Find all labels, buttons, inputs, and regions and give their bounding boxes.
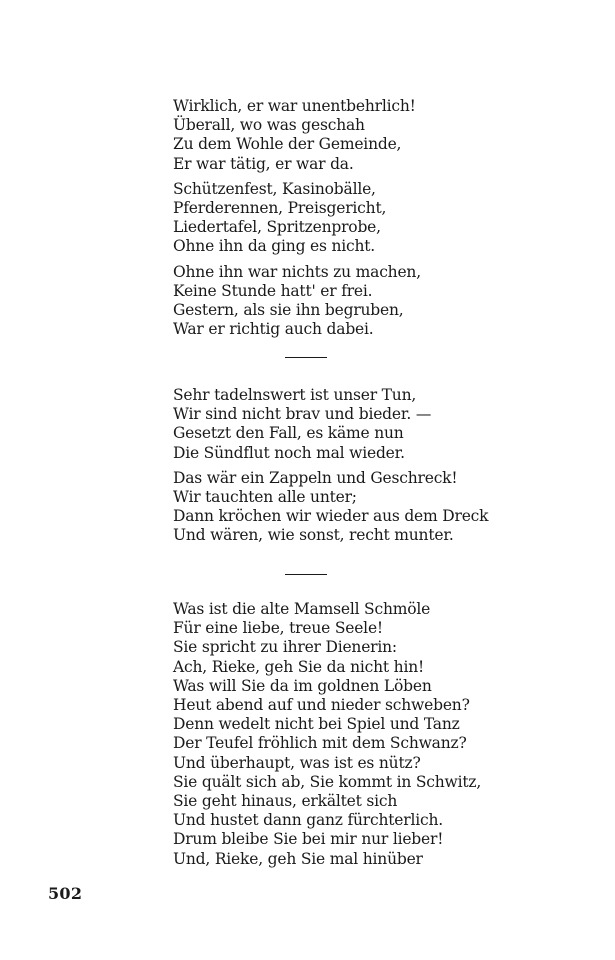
poem-3: [173, 600, 593, 869]
verse-line: Was will Sie da im goldnen Löben: [173, 676, 432, 695]
verse-line: Wir sind nicht brav und bieder. —: [173, 405, 432, 424]
section-divider: [285, 357, 327, 358]
verse-line: Zu dem Wohle der Gemeinde,: [173, 135, 402, 154]
stanza-1: [173, 97, 593, 174]
verse-line: Gesetzt den Fall, es käme nun: [173, 424, 404, 443]
verse-line: Dann kröchen wir wieder aus dem Dreck: [173, 507, 489, 526]
verse-line: Denn wedelt nicht bei Spiel und Tanz: [173, 715, 460, 734]
stanza-2: [173, 469, 593, 546]
verse-line: Ohne ihn da ging es nicht.: [173, 237, 376, 256]
page-number: 502: [48, 884, 83, 903]
verse-line: Sehr tadelnswert ist unser Tun,: [173, 386, 417, 404]
verse-line: Gestern, als sie ihn begruben,: [173, 301, 404, 320]
verse-line: Und überhaupt, was ist es nütz?: [173, 753, 421, 772]
stanza-1: [173, 386, 593, 463]
verse-line: War er richtig auch dabei.: [173, 320, 374, 339]
verse-line: Und wären, wie sonst, recht munter.: [173, 526, 454, 545]
verse-line: Und hustet dann ganz fürchterlich.: [173, 811, 443, 830]
verse-line: Ohne ihn war nichts zu machen,: [173, 262, 421, 281]
poem-2: [173, 386, 593, 546]
verse-line: Wir tauchten alle unter;: [173, 488, 357, 507]
verse-line: Ach, Rieke, geh Sie da nicht hin!: [173, 657, 425, 676]
stanza-1: [173, 600, 593, 869]
verse-line: Keine Stunde hatt' er frei.: [173, 281, 373, 300]
verse-line: Das wär ein Zappeln und Geschreck!: [173, 468, 458, 487]
verse-line: Sie geht hinaus, erkältet sich: [173, 792, 398, 811]
verse-line: Er war tätig, er war da.: [173, 154, 354, 173]
section-divider: [285, 574, 327, 575]
verse-line: Drum bleibe Sie bei mir nur lieber!: [173, 830, 444, 849]
verse-line: Sie quält sich ab, Sie kommt in Schwitz,: [173, 772, 482, 791]
verse-line: Der Teufel fröhlich mit dem Schwanz?: [173, 734, 467, 753]
verse-line: Sie spricht zu ihrer Dienerin:: [173, 638, 397, 657]
verse-line: Wirklich, er war unentbehrlich!: [173, 97, 416, 115]
stanza-3: [173, 263, 593, 340]
poem-1: [173, 97, 593, 339]
verse-line: Überall, wo was geschah: [173, 116, 365, 135]
verse-line: Was ist die alte Mamsell Schmöle: [173, 600, 431, 618]
verse-line: Heut abend auf und nieder schweben?: [173, 696, 470, 715]
verse-line: Schützenfest, Kasinobälle,: [173, 179, 376, 198]
verse-line: Für eine liebe, treue Seele!: [173, 619, 383, 638]
verse-line: Liedertafel, Spritzenprobe,: [173, 218, 381, 237]
verse-line: Und, Rieke, geh Sie mal hinüber: [173, 849, 423, 868]
verse-line: Die Sündflut noch mal wieder.: [173, 443, 405, 462]
stanza-2: [173, 180, 593, 257]
verse-line: Pferderennen, Preisgericht,: [173, 199, 387, 218]
